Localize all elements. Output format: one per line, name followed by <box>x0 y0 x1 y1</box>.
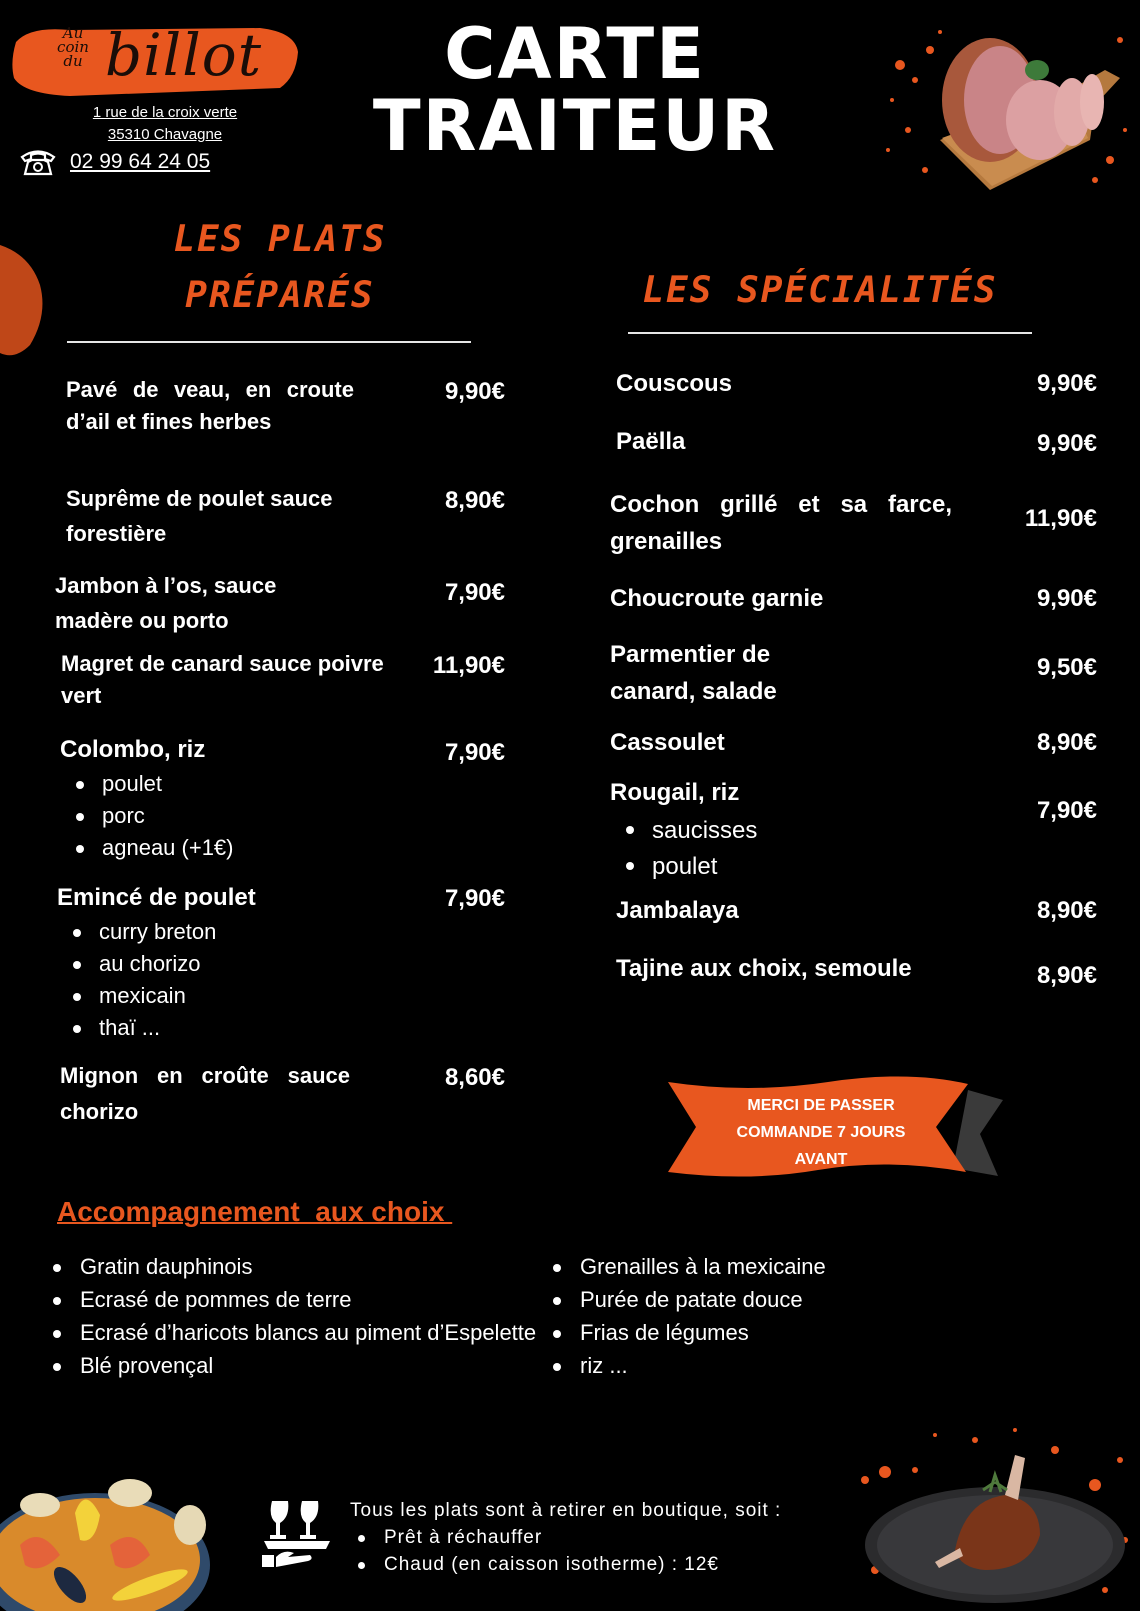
banner-text <box>668 1092 974 1173</box>
option-item: poulet <box>610 849 910 885</box>
accompaniment-item: Frias de légumes <box>550 1316 910 1349</box>
order-notice-banner <box>668 1072 1008 1182</box>
phone-icon <box>20 148 56 176</box>
heading-line-2: PRÉPARÉS <box>185 275 375 316</box>
option-item: thaï ... <box>57 1012 377 1044</box>
menu-item-price: 9,90€ <box>1036 370 1097 397</box>
logo-big-text: billot <box>105 21 263 89</box>
accompaniment-item: Blé provençal <box>50 1349 538 1382</box>
menu-item-name: Jambon à l’os, sauce madère ou porto <box>55 573 277 633</box>
menu-item <box>60 734 380 864</box>
menu-item-name: Suprême de poulet sauce forestière <box>66 486 333 546</box>
menu-item-price: 8,90€ <box>1036 729 1097 756</box>
accompaniment-item: Ecrasé de pommes de terre <box>50 1283 538 1316</box>
menu-item-price: 9,90€ <box>1036 585 1097 612</box>
pickup-info <box>350 1497 781 1578</box>
menu-item-price: 11,90€ <box>1024 505 1097 532</box>
accompaniment-title: Accompagnement aux choix <box>57 1196 453 1227</box>
pickup-options <box>350 1524 781 1578</box>
option-item: au chorizo <box>57 948 377 980</box>
divider <box>67 341 471 343</box>
accompaniment-list-right <box>550 1250 910 1382</box>
accompaniment-item: Gratin dauphinois <box>50 1250 538 1283</box>
menu-item-price: 9,90€ <box>444 378 505 405</box>
address-line-1[interactable]: 1 rue de la croix verte <box>92 104 238 121</box>
menu-item-name: Choucroute garnie <box>610 585 824 612</box>
menu-item-name: Cochon grillé et sa farce, grenailles <box>610 491 952 555</box>
menu-item-price: 7,90€ <box>444 885 505 912</box>
title-line-2: TRAITEUR <box>372 85 778 167</box>
banner-line-2: COMMANDE 7 JOURS <box>736 1124 906 1141</box>
banner-line-1: MERCI DE PASSER <box>747 1097 895 1114</box>
paella-image <box>0 1465 210 1611</box>
option-list <box>60 768 380 864</box>
accompaniment-list-left <box>50 1250 538 1382</box>
phone-number[interactable]: 02 99 64 24 05 <box>70 150 211 173</box>
menu-item-price: 11,90€ <box>432 652 505 679</box>
option-item: curry breton <box>57 916 377 948</box>
address-line-2[interactable]: 35310 Chavagne <box>107 126 223 143</box>
menu-item-price: 8,90€ <box>1036 962 1097 989</box>
menu-item-name: Rougail, riz <box>610 779 740 806</box>
pickup-option: Chaud (en caisson isotherme) : 12€ <box>350 1551 781 1578</box>
menu-item-name: Colombo, riz <box>60 736 206 763</box>
splatter-decoration <box>0 235 50 360</box>
menu-item-price: 8,90€ <box>444 487 505 514</box>
divider <box>628 332 1032 334</box>
section-heading-specialites: LES SPÉCIALITÉS <box>642 270 998 311</box>
menu-item-price: 8,60€ <box>444 1064 505 1091</box>
pickup-intro: Tous les plats sont à retirer en boutique, soit : <box>350 1500 782 1521</box>
menu-item-price: 9,90€ <box>1036 430 1097 457</box>
option-list <box>610 813 910 885</box>
menu-item-price: 7,90€ <box>444 579 505 606</box>
option-item: saucisses <box>610 813 910 849</box>
menu-item-name: Emincé de poulet <box>57 884 256 911</box>
menu-item-name: Jambalaya <box>616 897 739 924</box>
accompaniment-item: riz ... <box>550 1349 910 1382</box>
menu-item-price: 8,90€ <box>1036 897 1097 924</box>
accompaniment-item: Grenailles à la mexicaine <box>550 1250 910 1283</box>
accompaniment-item: Purée de patate douce <box>550 1283 910 1316</box>
option-item: agneau (+1€) <box>60 832 380 864</box>
pickup-option: Prêt à réchauffer <box>350 1524 781 1551</box>
phone-row[interactable] <box>20 148 210 176</box>
title-line-1: CARTE <box>444 13 706 95</box>
accompaniment-item: Ecrasé d’haricots blancs au piment d’Espelette <box>50 1316 538 1349</box>
option-item: mexicain <box>57 980 377 1012</box>
banner-line-3: AVANT <box>794 1151 848 1168</box>
menu-item-name: Mignon en croûte sauce chorizo <box>60 1063 350 1124</box>
duck-image <box>855 1420 1135 1605</box>
logo <box>10 22 300 98</box>
menu-item-price: 7,90€ <box>1036 797 1097 824</box>
menu-item-price: 7,90€ <box>444 739 505 766</box>
option-item: poulet <box>60 768 380 800</box>
menu-item-name: Magret de canard sauce poivre vert <box>61 651 384 708</box>
ham-image <box>880 20 1130 195</box>
logo-small-text: Au coin du <box>57 24 89 70</box>
menu-item-name: Pavé de veau, en croute d’ail et fines herbes <box>66 377 354 434</box>
heading-line-1: LES PLATS <box>173 219 387 260</box>
option-item: porc <box>60 800 380 832</box>
option-list <box>57 916 377 1044</box>
section-heading-plats <box>130 212 430 324</box>
page-title <box>360 13 790 167</box>
menu-item-name: Tajine aux choix, semoule <box>616 955 912 982</box>
menu-item-name: Paëlla <box>616 428 686 455</box>
menu-item <box>610 777 910 885</box>
menu-item <box>57 882 377 1044</box>
serving-tray-icon <box>262 1497 334 1569</box>
menu-item-name: Couscous <box>616 370 733 397</box>
menu-item-name: Cassoulet <box>610 729 725 756</box>
menu-item-price: 9,50€ <box>1036 654 1097 681</box>
menu-item-name: Parmentier de canard, salade <box>610 641 777 705</box>
